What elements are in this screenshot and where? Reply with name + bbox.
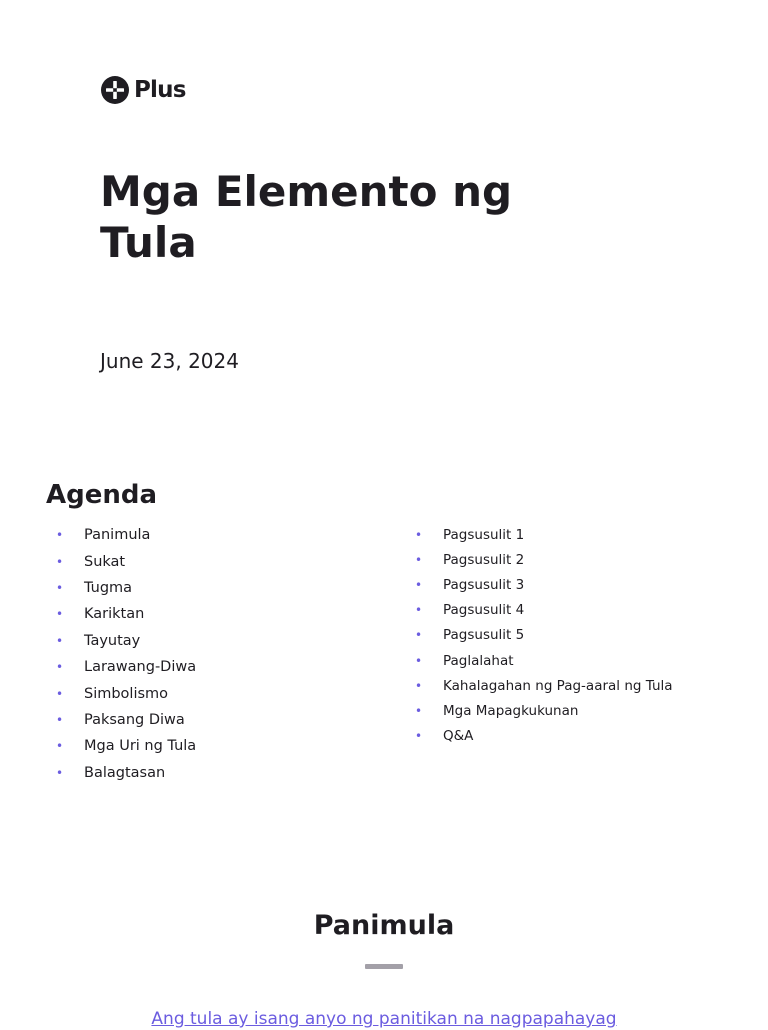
agenda-item-label: Pagsusulit 2 xyxy=(443,551,525,568)
agenda-item-label: Pagsusulit 5 xyxy=(443,627,525,644)
bullet-icon: • xyxy=(56,686,64,701)
agenda-item-label: Q&A xyxy=(443,728,474,745)
bullet-icon: • xyxy=(56,580,64,595)
bullet-icon: • xyxy=(415,678,423,693)
bullet-icon: • xyxy=(56,660,64,675)
agenda-item xyxy=(56,707,196,733)
agenda-item xyxy=(56,760,196,786)
agenda-item-label: Tayutay xyxy=(84,632,141,649)
agenda-item-label: Mga Uri ng Tula xyxy=(84,738,197,755)
agenda-item xyxy=(415,547,673,572)
agenda-item-label: Kariktan xyxy=(84,606,145,623)
plus-cross-circle-icon xyxy=(101,76,129,104)
agenda-item xyxy=(415,572,673,597)
agenda-item-label: Simbolismo xyxy=(84,685,169,702)
agenda-item xyxy=(415,673,673,698)
agenda-item-label: Balagtasan xyxy=(84,764,166,781)
section-divider xyxy=(365,964,403,969)
agenda-item-label: Kahalagahan ng Pag-aaral ng Tula xyxy=(443,677,673,694)
agenda-item xyxy=(56,733,196,759)
presentation-date: June 23, 2024 xyxy=(100,349,239,373)
bullet-icon: • xyxy=(56,739,64,754)
agenda-heading: Agenda xyxy=(46,480,158,510)
agenda-item xyxy=(56,548,196,574)
agenda-item-label: Paglalahat xyxy=(443,652,514,669)
bullet-icon: • xyxy=(415,653,423,668)
agenda-item-label: Pagsusulit 4 xyxy=(443,602,525,619)
agenda-item xyxy=(56,601,196,627)
agenda-item-label: Paksang Diwa xyxy=(84,711,185,728)
bullet-icon: • xyxy=(415,703,423,718)
bullet-icon: • xyxy=(415,552,423,567)
bullet-icon: • xyxy=(56,633,64,648)
agenda-item xyxy=(415,522,673,547)
agenda-item-label: Tugma xyxy=(84,579,133,596)
agenda-item xyxy=(415,648,673,673)
bullet-icon: • xyxy=(56,712,64,727)
bullet-icon: • xyxy=(56,554,64,569)
agenda-item xyxy=(56,628,196,654)
bullet-icon: • xyxy=(56,607,64,622)
brand-logo xyxy=(101,76,186,104)
bullet-icon: • xyxy=(56,765,64,780)
agenda-item xyxy=(56,680,196,706)
section-intro-text[interactable]: Ang tula ay isang anyo ng panitikan na nagpapahayag xyxy=(151,1009,617,1029)
agenda-item-label: Larawang-Diwa xyxy=(84,659,197,676)
bullet-icon: • xyxy=(415,729,423,744)
agenda-item xyxy=(56,575,196,601)
agenda-item xyxy=(415,598,673,623)
agenda-item xyxy=(56,522,196,548)
bullet-icon: • xyxy=(415,577,423,592)
agenda-item-label: Mga Mapagkukunan xyxy=(443,702,579,719)
section-heading: Panimula xyxy=(313,910,455,941)
agenda-item-label: Panimula xyxy=(84,527,151,544)
agenda-item-label: Pagsusulit 1 xyxy=(443,526,525,543)
bullet-icon: • xyxy=(415,628,423,643)
agenda-item-label: Sukat xyxy=(84,553,126,570)
bullet-icon: • xyxy=(415,527,423,542)
bullet-icon: • xyxy=(56,528,64,543)
agenda-list-right xyxy=(415,522,673,749)
bullet-icon: • xyxy=(415,603,423,618)
agenda-item xyxy=(415,724,673,749)
page-title: Mga Elemento ng Tula xyxy=(100,167,513,267)
agenda-item xyxy=(56,654,196,680)
agenda-list-left xyxy=(56,522,196,786)
agenda-item xyxy=(415,698,673,723)
agenda-item xyxy=(415,623,673,648)
agenda-item-label: Pagsusulit 3 xyxy=(443,576,525,593)
brand-name: Plus xyxy=(134,77,186,103)
